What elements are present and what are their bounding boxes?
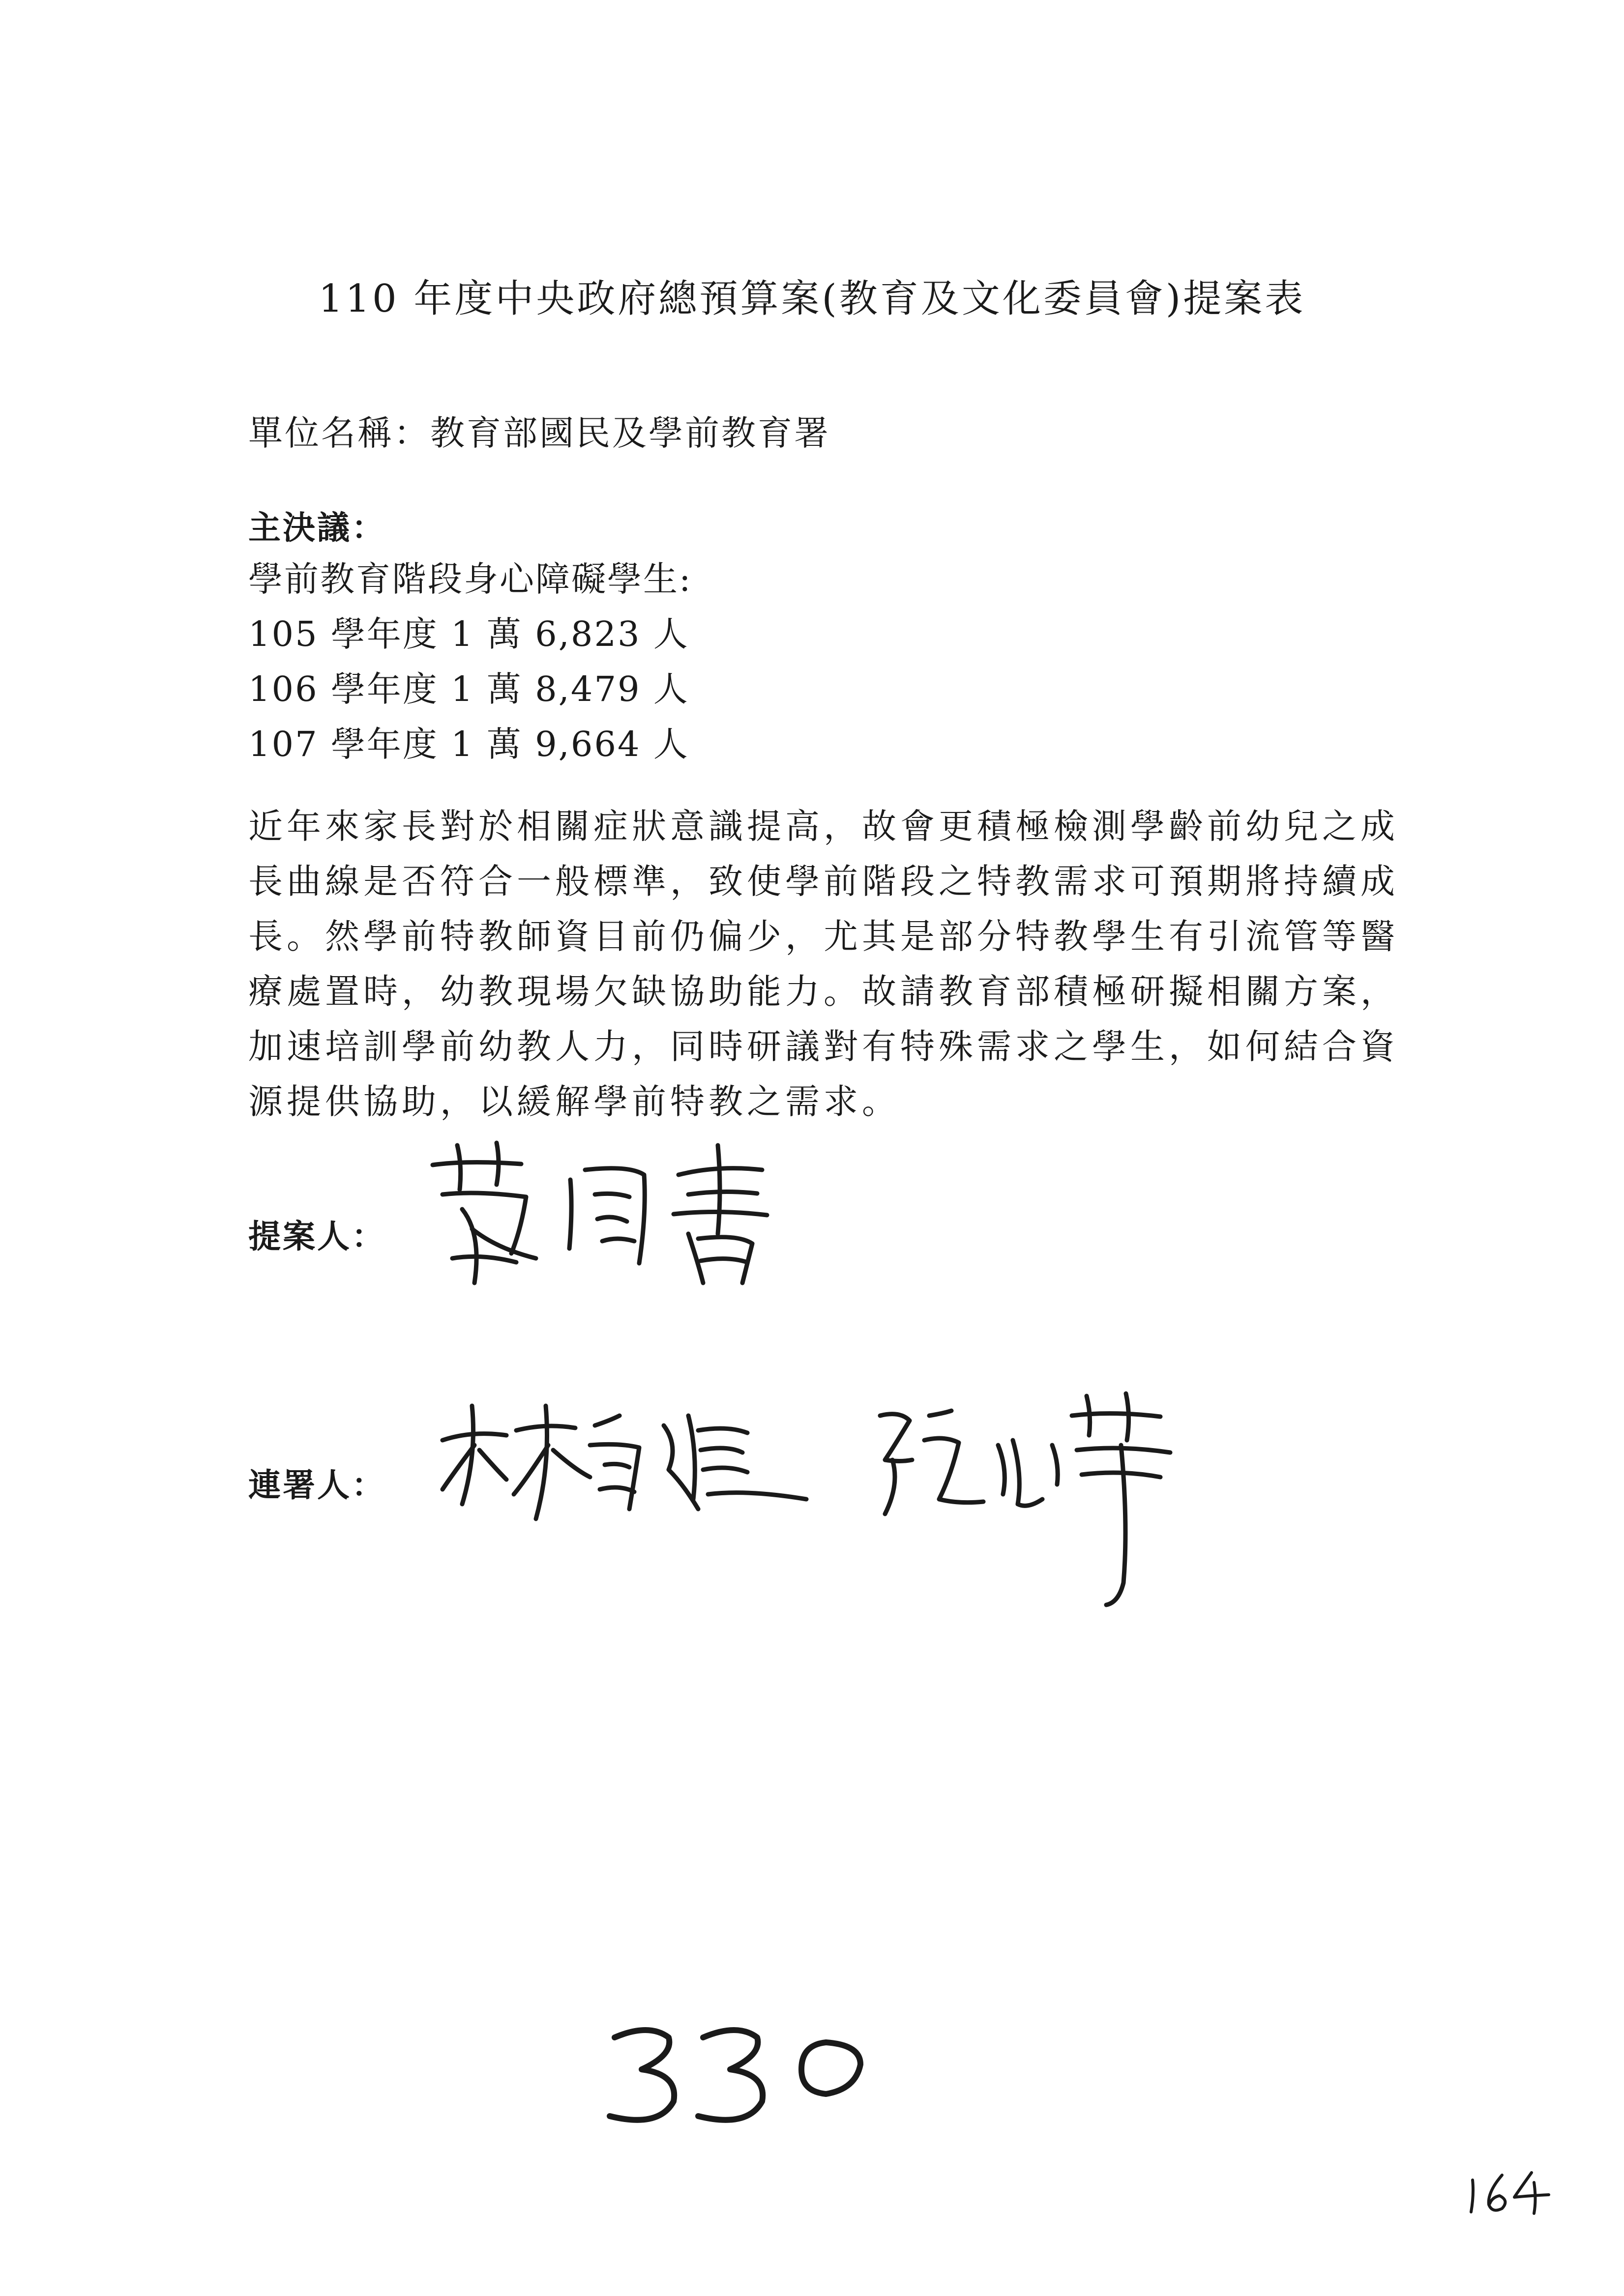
stats-line: 106 學年度 1 萬 8,479 人	[248, 669, 689, 709]
unit-name-line: 單位名稱：教育部國民及學前教育署	[248, 413, 830, 453]
proposer-signature	[423, 1135, 777, 1298]
document-title: 110 年度中央政府總預算案(教育及文化委員會)提案表	[318, 277, 1306, 321]
handwritten-page-number	[595, 2015, 870, 2138]
paragraph-line: 長曲線是否符合一般標準，致使學前階段之特教需求可預期將持續成	[248, 861, 1399, 901]
resolution-paragraph	[248, 799, 1399, 1129]
paragraph-line: 源提供協助，以緩解學前特教之需求。	[248, 1081, 900, 1122]
statistics-block	[248, 552, 692, 772]
stats-line: 107 學年度 1 萬 9,664 人	[248, 724, 689, 764]
handwritten-corner-number	[1465, 2165, 1554, 2219]
cosigner-signature-1	[433, 1396, 826, 1543]
cosigner-signature-2	[865, 1386, 1180, 1612]
cosigner-label: 連署人：	[248, 1466, 386, 1504]
paragraph-line: 長。然學前特教師資目前仍偏少，尤其是部分特教學生有引流管等醫	[248, 916, 1399, 957]
proposer-label: 提案人：	[248, 1218, 386, 1255]
stats-line: 105 學年度 1 萬 6,823 人	[248, 614, 689, 654]
main-resolution-heading: 主決議：	[248, 509, 386, 547]
stats-line: 學前教育階段身心障礙學生:	[248, 559, 692, 599]
paragraph-line: 加速培訓學前幼教人力，同時研議對有特殊需求之學生，如何結合資	[248, 1026, 1399, 1067]
paragraph-line: 療處置時，幼教現場欠缺協助能力。故請教育部積極研擬相關方案，	[248, 971, 1399, 1012]
paragraph-line: 近年來家長對於相關症狀意識提高，故會更積極檢測學齡前幼兒之成	[248, 806, 1399, 846]
